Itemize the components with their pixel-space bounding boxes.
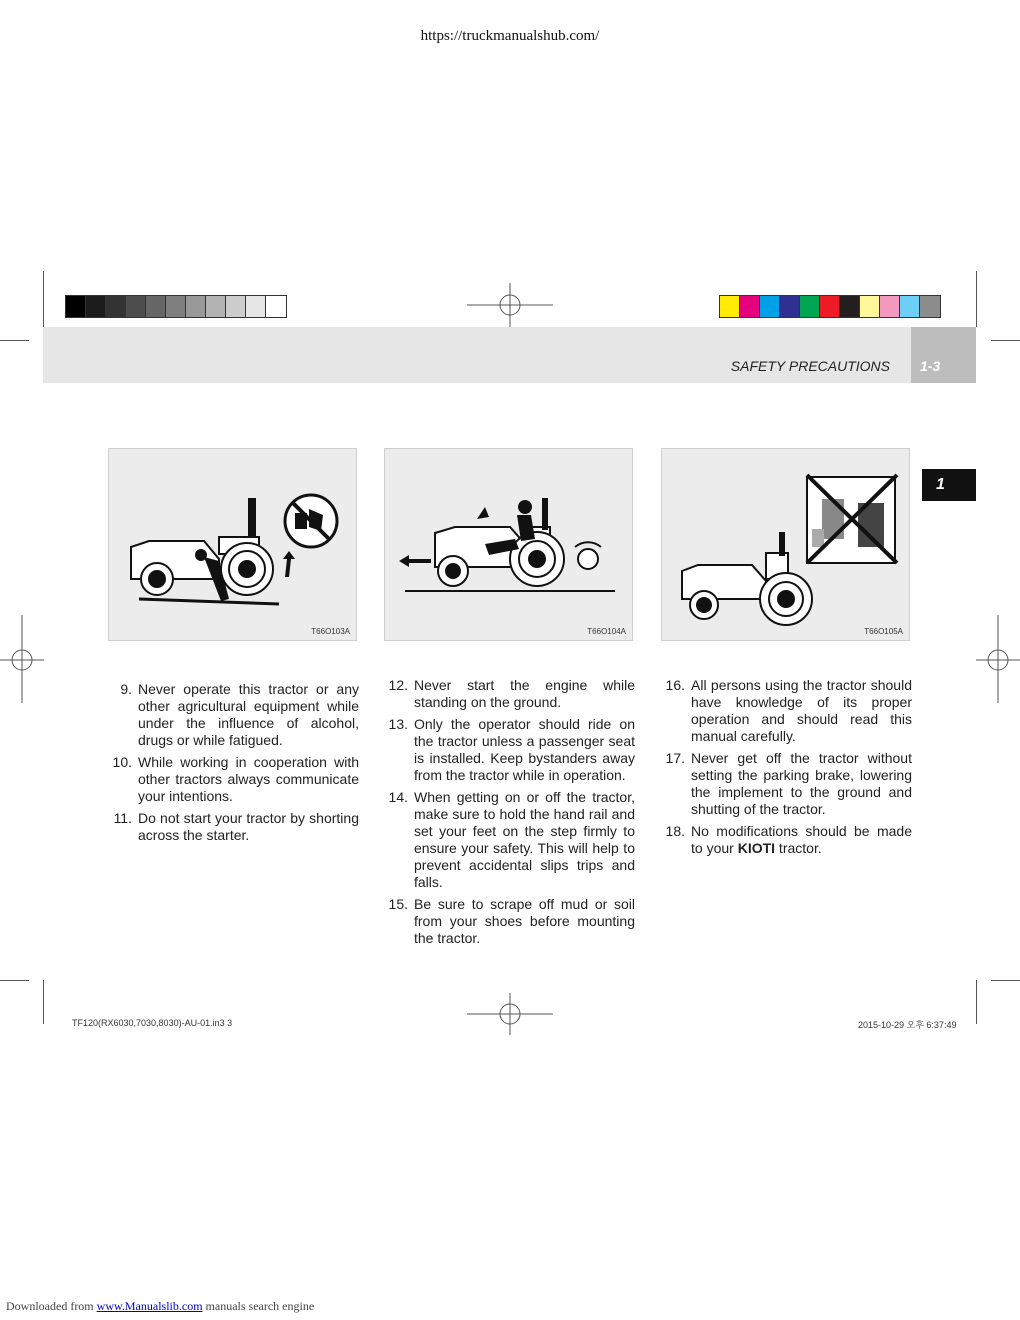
color-swatch [126,296,146,317]
item-number: 18. [665,823,685,839]
color-swatch [106,296,126,317]
crop-mark [0,980,29,981]
item-text: Never start the engine while standing on the ground. [414,677,635,710]
footer-file-name: TF120(RX6030,7030,8030)-AU-01.in3 3 [72,1018,233,1028]
list-item [659,750,912,818]
color-swatch [740,296,760,317]
item-number: 14. [388,789,408,805]
item-number: 13. [388,716,408,732]
list-item [382,677,635,711]
color-swatch [880,296,900,317]
item-text [691,823,912,857]
text-column-1 [106,681,359,849]
list-item [382,789,635,891]
section-title: SAFETY PRECAUTIONS [730,358,890,374]
crop-mark [43,980,44,1024]
list-item [659,677,912,745]
color-swatch [66,296,86,317]
chapter-tab [922,469,976,501]
download-prefix: Downloaded from [6,1299,97,1313]
item-text: All persons using the tractor should have knowledge of its proper operation and should read this manual carefully. [691,677,912,744]
color-swatch [900,296,920,317]
figure-no-intoxication [108,448,357,641]
color-swatch [206,296,226,317]
figure-code: T66O103A [311,627,350,636]
crop-mark [976,980,977,1024]
color-swatch [860,296,880,317]
color-swatch [226,296,246,317]
list-item [382,716,635,784]
text-column-3 [659,677,912,862]
figure-no-modification [661,448,910,641]
color-swatch [720,296,740,317]
header-band [43,327,911,383]
item-number: 11. [113,810,132,826]
tractor-illustration [662,449,911,642]
item-text: Only the operator should ride on the tractor unless a passenger seat is installed. Keep bystanders away from the tractor while in operation. [414,716,635,783]
item-number: 15. [388,896,408,912]
list-item [106,754,359,805]
process-color-bar [719,295,941,318]
color-swatch [146,296,166,317]
item-text: Never operate this tractor or any other agricultural equipment while under the influence of alcohol, drugs or while fatigued. [138,681,359,748]
header-page-tab [911,327,976,383]
figure-code: T66O104A [587,627,626,636]
registration-target-bottom [467,993,553,1035]
color-swatch [920,296,940,317]
brand-name: KIOTI [737,840,776,856]
tractor-illustration [109,449,358,642]
color-swatch [86,296,106,317]
figure-code: T66O105A [864,627,903,636]
color-swatch [820,296,840,317]
registration-target-right [976,615,1020,703]
list-item [382,896,635,947]
item-number: 12. [388,677,408,693]
crop-mark [0,340,29,341]
color-swatch [246,296,266,317]
grayscale-color-bar [65,295,287,318]
item-text: Never get off the tractor without setting the parking brake, lowering the implement to the ground and shutting of the tractor. [691,750,912,817]
item-number: 17. [665,750,685,766]
item-text-after: tractor. [775,840,822,856]
chapter-number: 1 [936,476,945,493]
list-item [106,810,359,844]
color-swatch [166,296,186,317]
color-swatch [840,296,860,317]
crop-mark [991,980,1020,981]
crop-mark [43,271,44,327]
manualslib-link[interactable]: www.Manualslib.com [96,1299,203,1313]
item-number: 16. [665,677,685,693]
item-text: Be sure to scrape off mud or soil from your shoes before mounting the tractor. [414,896,635,946]
crop-mark [991,340,1020,341]
tractor-illustration [385,449,634,642]
figure-operator-only [384,448,633,641]
item-number: 9. [120,681,132,697]
list-item [106,681,359,749]
item-number: 10. [112,754,132,770]
prohibition-icon [285,495,337,547]
source-url[interactable]: https://truckmanualshub.com/ [420,28,600,44]
item-text-before: No modifications should be made to your [691,823,912,856]
registration-target-left [0,615,44,703]
color-swatch [760,296,780,317]
color-swatch [186,296,206,317]
download-suffix: manuals search engine [202,1299,315,1313]
item-text: While working in cooperation with other tractors always communicate your intentions. [138,754,359,804]
item-text: When getting on or off the tractor, make sure to hold the hand rail and set your feet on the step firmly to ensure your safety. This will help to prevent accidental slips trips and falls. [414,789,635,890]
color-swatch [780,296,800,317]
item-text: Do not start your tractor by shorting across the starter. [138,810,359,843]
color-swatch [800,296,820,317]
list-item [659,823,912,857]
text-column-2 [382,677,635,952]
footer-timestamp: 2015-10-29 오후 6:37:49 [858,1020,957,1030]
page-number: 1-3 [920,358,941,374]
download-note [6,1299,314,1314]
crop-mark [976,271,977,327]
registration-target-top [467,283,553,327]
color-swatch [266,296,286,317]
